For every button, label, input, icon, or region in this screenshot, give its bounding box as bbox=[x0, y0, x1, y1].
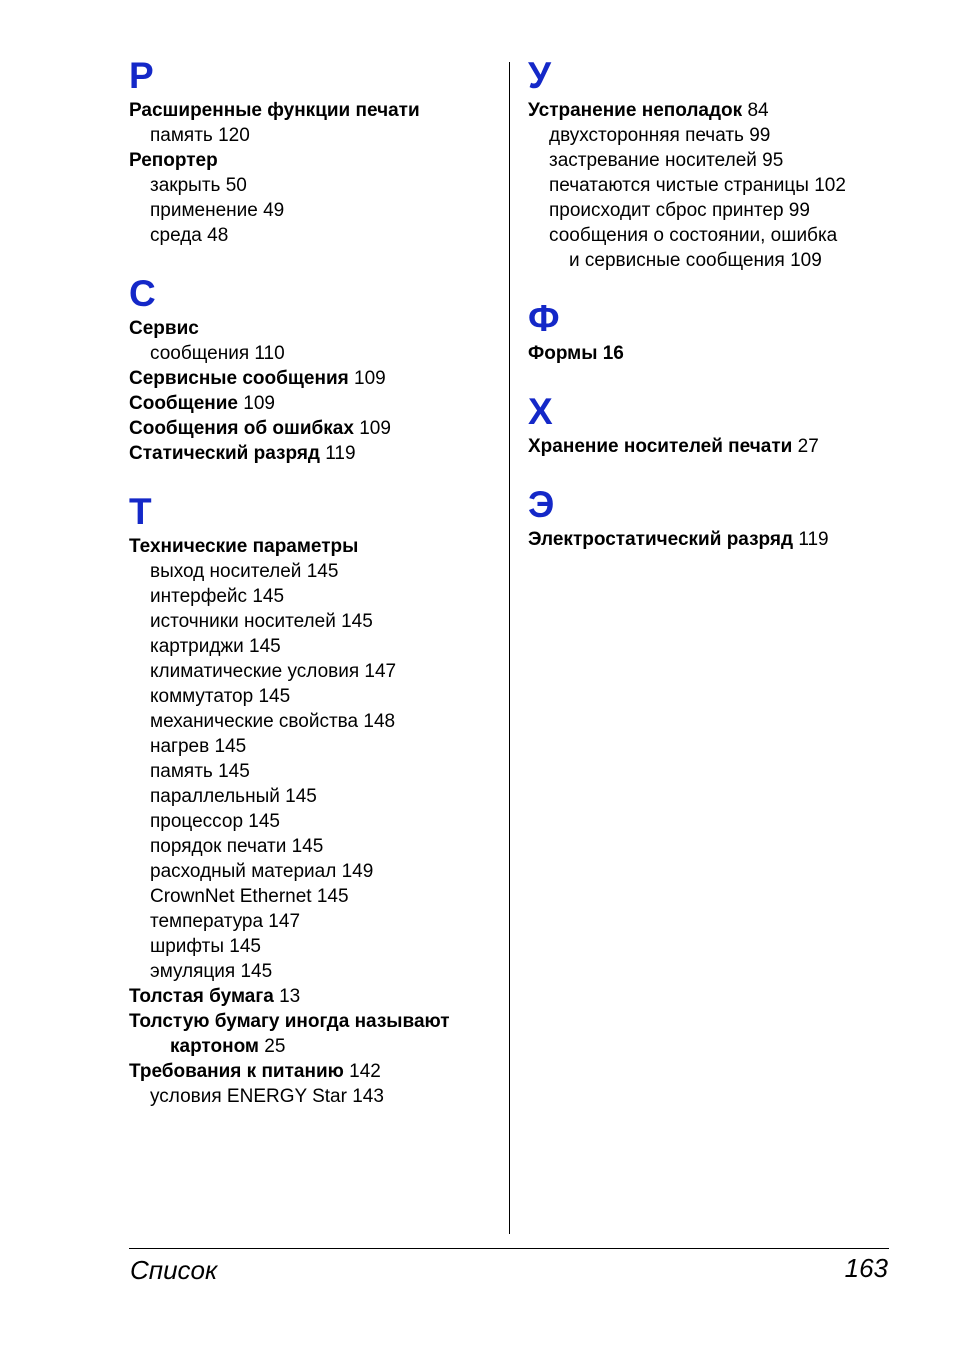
entry-term: картоном bbox=[170, 1036, 259, 1057]
column-divider bbox=[509, 62, 510, 1234]
index-subentry: механические свойства 148 bbox=[150, 711, 396, 732]
index-subentry: сообщения 110 bbox=[150, 343, 285, 364]
entry-term: Технические параметры bbox=[129, 536, 359, 557]
index-entry bbox=[129, 416, 499, 441]
index-subentry: закрыть 50 bbox=[150, 175, 247, 196]
entry-page: 27 bbox=[792, 436, 819, 457]
index-entry bbox=[129, 534, 499, 559]
index-section bbox=[528, 485, 898, 552]
entry-page: 109 bbox=[348, 368, 386, 389]
index-subentry: коммутатор 145 bbox=[150, 686, 291, 707]
entry-term: Устранение неполадок bbox=[528, 100, 743, 121]
section-gap bbox=[528, 273, 898, 299]
index-subentry: память 145 bbox=[150, 761, 250, 782]
section-gap bbox=[129, 248, 499, 274]
index-subentry: температура 147 bbox=[150, 911, 301, 932]
index-subentry: картриджи 145 bbox=[150, 636, 281, 657]
index-subentry: застревание носителей 95 bbox=[549, 150, 784, 171]
entry-page: 13 bbox=[273, 986, 301, 1007]
section-letter: Х bbox=[528, 391, 553, 432]
entry-term: Хранение носителей печати bbox=[528, 436, 793, 457]
index-subentry: эмуляция 145 bbox=[150, 961, 273, 982]
entry-term: Электростатический разряд bbox=[528, 529, 794, 550]
index-subentry: процессор 145 bbox=[150, 811, 280, 832]
index-entries bbox=[528, 98, 898, 273]
page-number: 163 bbox=[844, 1253, 888, 1283]
index-subentry: источники носителей 145 bbox=[150, 611, 373, 632]
entry-term: Сервис bbox=[129, 318, 199, 339]
entry-page: 109 bbox=[238, 393, 275, 414]
index-entry bbox=[129, 1059, 499, 1084]
section-letter: Р bbox=[129, 55, 154, 96]
index-subentry: порядок печати 145 bbox=[150, 836, 324, 857]
entry-term: Сообщение bbox=[129, 393, 238, 414]
index-subentry: применение 49 bbox=[150, 200, 285, 221]
index-section bbox=[129, 56, 499, 248]
index-entry bbox=[528, 341, 898, 366]
entry-page: 84 bbox=[742, 100, 769, 121]
index-subentry: климатические условия 147 bbox=[150, 661, 397, 682]
index-subentry: память 120 bbox=[150, 125, 250, 146]
index-entries bbox=[129, 316, 499, 466]
index-column-left bbox=[129, 56, 499, 1109]
section-gap bbox=[528, 459, 898, 485]
index-entries bbox=[129, 534, 499, 1109]
entry-page: 109 bbox=[353, 418, 391, 439]
index-subentry: параллельный 145 bbox=[150, 786, 317, 807]
index-subentry: и сервисные сообщения 109 bbox=[569, 250, 822, 271]
entry-page: 119 bbox=[320, 443, 356, 464]
index-entry bbox=[129, 441, 499, 466]
index-subentry: шрифты 145 bbox=[150, 936, 261, 957]
entry-page: 25 bbox=[258, 1036, 286, 1057]
index-entries bbox=[528, 434, 898, 459]
index-subentry: расходный материал 149 bbox=[150, 861, 374, 882]
entry-term: Сообщения об ошибках bbox=[129, 418, 354, 439]
index-subentry: двухсторонняя печать 99 bbox=[549, 125, 771, 146]
index-subentry: нагрев 145 bbox=[150, 736, 247, 757]
entry-term: Толстая бумага bbox=[129, 986, 274, 1007]
index-entry bbox=[129, 366, 499, 391]
index-entries bbox=[129, 98, 499, 248]
index-column-right bbox=[528, 56, 898, 552]
index-entry bbox=[129, 316, 499, 341]
entry-term: Требования к питанию bbox=[129, 1061, 344, 1082]
index-entry bbox=[528, 98, 898, 123]
entry-term: Статический разряд bbox=[129, 443, 320, 464]
index-section bbox=[528, 299, 898, 366]
entry-term: Формы 16 bbox=[528, 343, 624, 364]
section-gap bbox=[129, 466, 499, 492]
entry-term: Репортер bbox=[129, 150, 218, 171]
index-entry bbox=[528, 434, 898, 459]
entry-term: Сервисные сообщения bbox=[129, 368, 349, 389]
index-entry bbox=[129, 98, 499, 123]
section-letter: Т bbox=[129, 491, 152, 532]
entry-term: Толстую бумагу иногда называют bbox=[129, 1011, 450, 1032]
index-subentry: печатаются чистые страницы 102 bbox=[549, 175, 846, 196]
footer-title: Список bbox=[130, 1255, 218, 1285]
entry-term: Расширенные функции печати bbox=[129, 100, 420, 121]
section-letter: С bbox=[129, 273, 156, 314]
index-subentry: среда 48 bbox=[150, 225, 229, 246]
entry-page: 142 bbox=[343, 1061, 381, 1082]
index-entry bbox=[129, 984, 499, 1009]
index-subentry: интерфейс 145 bbox=[150, 586, 285, 607]
index-entry bbox=[528, 527, 898, 552]
index-section bbox=[528, 392, 898, 459]
index-subentry: сообщения о состоянии, ошибка bbox=[549, 225, 838, 246]
index-entry bbox=[129, 148, 499, 173]
section-letter: Ф bbox=[528, 298, 560, 339]
section-gap bbox=[528, 366, 898, 392]
footer-rule bbox=[129, 1248, 889, 1249]
index-section bbox=[129, 492, 499, 1109]
index-section bbox=[528, 56, 898, 273]
index-entry bbox=[129, 1009, 499, 1034]
index-subentry: происходит сброс принтер 99 bbox=[549, 200, 810, 221]
index-entry bbox=[129, 391, 499, 416]
index-subentry: условия ENERGY Star 143 bbox=[150, 1086, 384, 1107]
index-entry bbox=[129, 1034, 499, 1059]
section-letter: Э bbox=[528, 484, 555, 525]
index-section bbox=[129, 274, 499, 466]
index-entries bbox=[528, 527, 898, 552]
index-entries bbox=[528, 341, 898, 366]
index-subentry: CrownNet Ethernet 145 bbox=[150, 886, 349, 907]
entry-page: 119 bbox=[793, 529, 829, 550]
index-subentry: выход носителей 145 bbox=[150, 561, 339, 582]
section-letter: У bbox=[528, 55, 552, 96]
